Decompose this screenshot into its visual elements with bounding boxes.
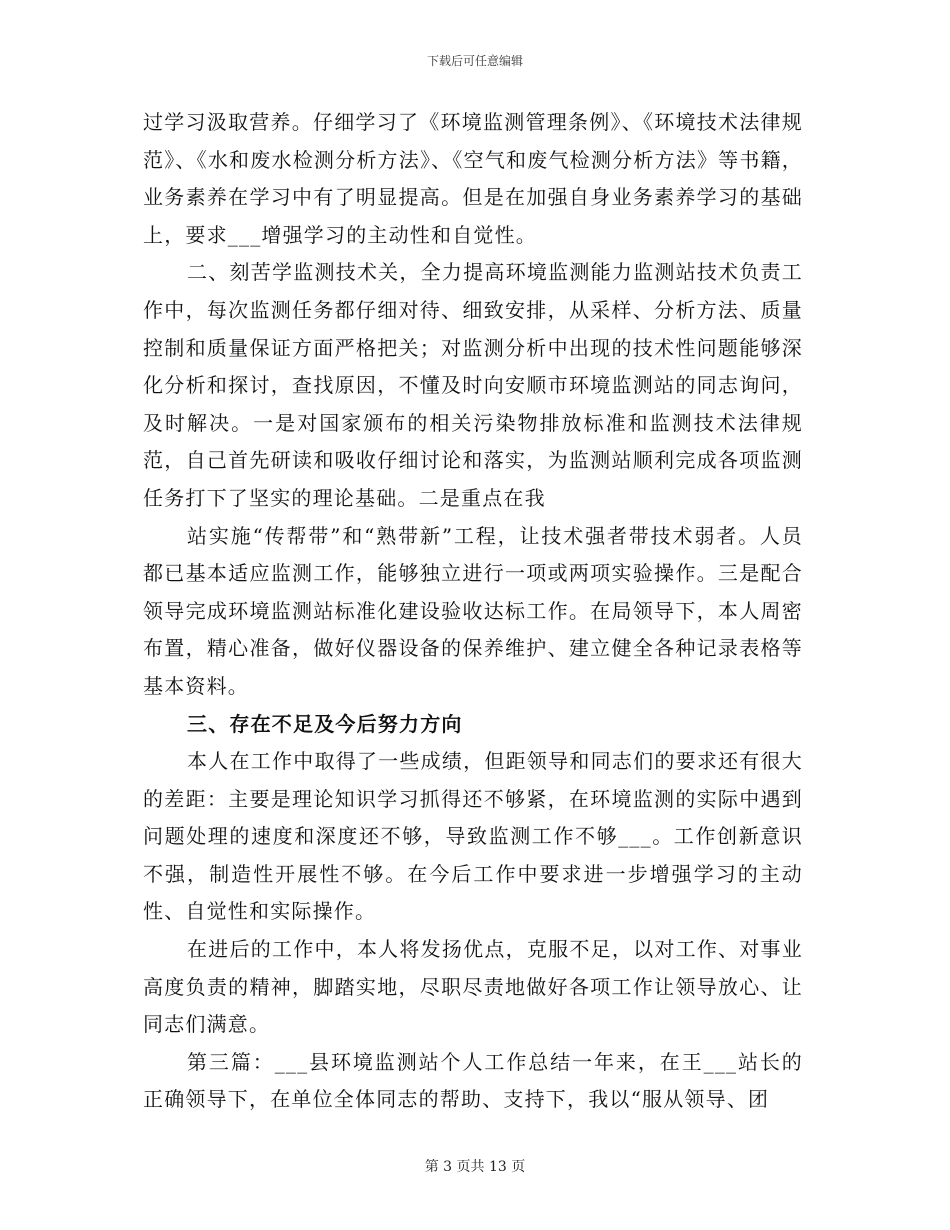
paragraph: 二、刻苦学监测技术关，全力提高环境监测能力监测站技术负责工作中，每次监测任务都仔细对待、细致安排，从采样、分析方法、质量控制和质量保证方面严格把关；对监测分析中出现的技术性问题能够深化分析和探讨，查找原因，不懂及时向安顺市环境监测站的同志询问，及时解决。一是对国家颁布的相关污染物排放标准和监测技术法律规范，自己首先研读和吸收仔细讨论和落实，为监测站顺利完成各项监测任务打下了坚实的理论基础。二是重点在我 — [143, 260, 803, 510]
paragraph: 在进后的工作中，本人将发扬优点，克服不足，以对工作、对事业高度负责的精神，脚踏实地，尽职尽责地做好各项工作让领导放心、让同志们满意。 — [143, 937, 803, 1037]
paragraph: 过学习汲取营养。仔细学习了《环境监测管理条例》、《环境技术法律规范》、《水和废水检测分析方法》、《空气和废气检测分析方法》等书籍，业务素养在学习中有了明显提高。但是在加强自身业务素养学习的基础上，要求___增强学习的主动性和自觉性。 — [143, 110, 803, 247]
paragraph: 第三篇：___县环境监测站个人工作总结一年来，在王___站长的正确领导下，在单位全体同志的帮助、支持下，我以“服从领导、团 — [143, 1049, 803, 1112]
section-heading: 三、存在不足及今后努力方向 — [187, 711, 463, 736]
document-body — [143, 104, 803, 1119]
page-header: 下载后可任意编辑 — [426, 54, 523, 68]
paragraph: 站实施“传帮带”和“熟带新”工程，让技术强者带技术弱者。人员都已基本适应监测工作，能够独立进行一项或两项实验操作。三是配合领导完成环境监测站标准化建设验收达标工作。在局领导下，本人周密布置，精心准备，做好仪器设备的保养维护、建立健全各种记录表格等基本资料。 — [143, 523, 803, 698]
paragraph: 本人在工作中取得了一些成绩，但距领导和同志们的要求还有很大的差距：主要是理论知识学习抓得还不够紧，在环境监测的实际中遇到问题处理的速度和深度还不够，导致监测工作不够___。工作创新意识不强，制造性开展性不够。在今后工作中要求进一步增强学习的主动性、自觉性和实际操作。 — [143, 749, 803, 924]
page-footer: 第 3 页共 13 页 — [424, 1159, 526, 1175]
